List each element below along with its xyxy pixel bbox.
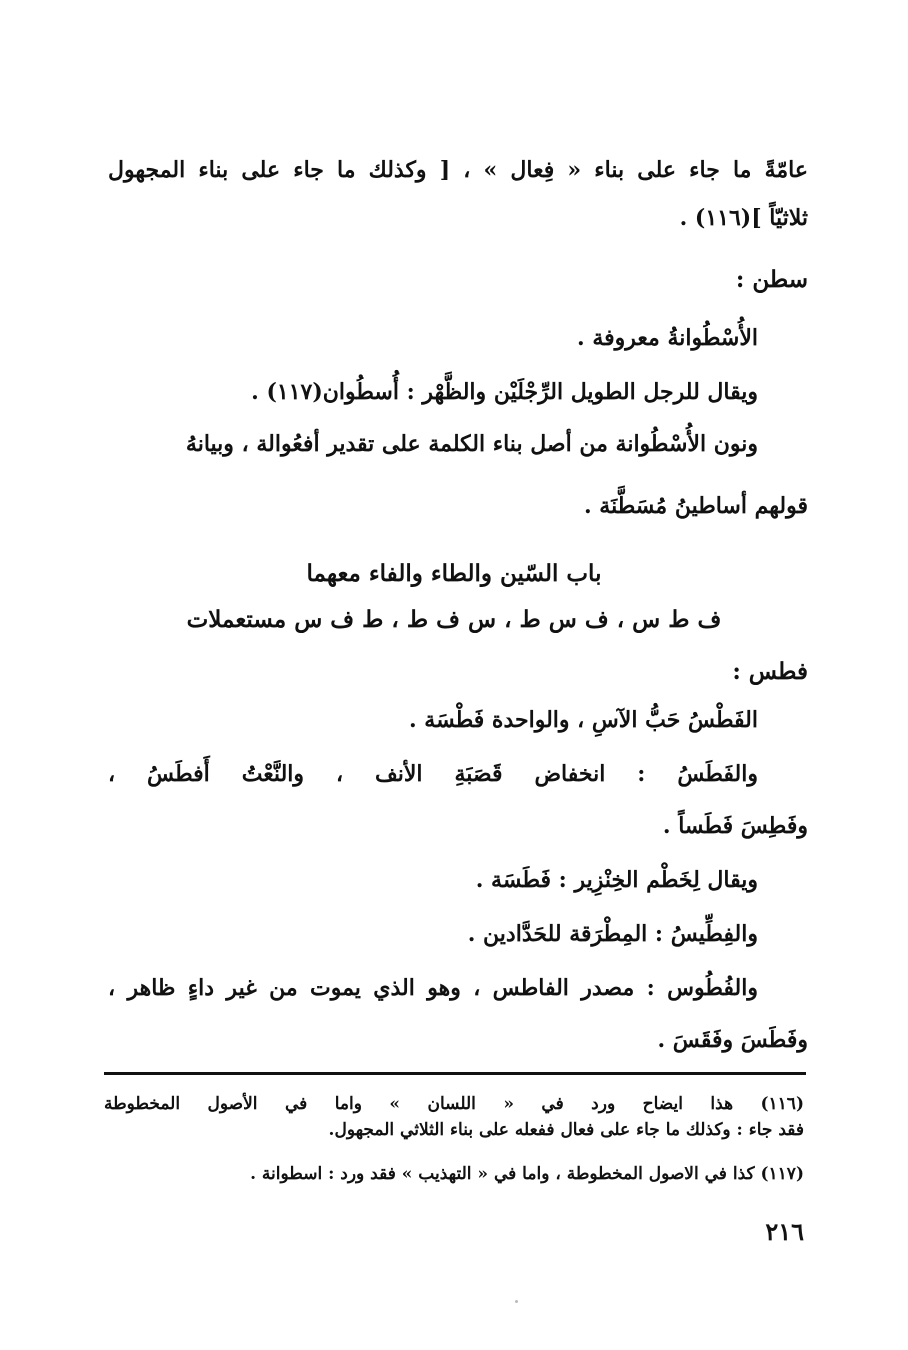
text-line: وفَطِسَ فَطَساً . <box>662 813 808 839</box>
scan-speck <box>515 1300 518 1303</box>
footnote-116-line1: (١١٦) هذا ايضاح ورد في « اللسان » واما في الأصول المخطوطة <box>104 1094 804 1114</box>
text-line: ونون الأُسْطُوانة من أصل بناء الكلمة على تقدير أفعُوالة ، وبيانهُ <box>185 431 758 457</box>
entry-heading-fats: فطس : <box>732 658 808 685</box>
text-line: قولهم أساطينُ مُسَطَّنَة . <box>583 493 808 519</box>
text-line: ويقال للرجل الطويل الرِّجْلَيْن والظَّهْر : أُسطُوان(١١٧) . <box>251 379 758 405</box>
text-line: عامّةً ما جاء على بناء « فِعال » ، [ وكذلك ما جاء على بناء المجهول <box>108 157 808 183</box>
footnote-117: (١١٧) كذا في الاصول المخطوطة ، واما في « التهذيب » فقد ورد : اسطوانة . <box>250 1164 804 1184</box>
footnote-116-line2: فقد جاء : وكذلك ما جاء على فعال ففعله على بناء الثلاثي المجهول. <box>328 1120 804 1140</box>
text-line: والفُطُوس : مصدر الفاطس ، وهو الذي يموت من غير داءٍ ظاهر ، <box>108 975 758 1001</box>
text-line: الفَطْسُ حَبُّ الآسِ ، والواحدة فَطْسَة . <box>408 707 758 733</box>
text-line: وفَطَسَ وفَقَسَ . <box>657 1027 808 1053</box>
entry-heading-satn: سطن : <box>735 266 808 293</box>
chapter-subtitle: ف ط س ، ف س ط ، س ف ط ، ط ف س مستعملات <box>186 606 722 633</box>
text-line: والفَطَسُ : انخفاض قَصَبَةِ الأنف ، والنَّعْتُ أَفطَسُ ، <box>108 761 758 787</box>
text-line: ويقال لِخَطْم الخِنْزِير : فَطَسَة . <box>475 867 758 893</box>
text-line: والفِطِّيسُ : المِطْرَقة للحَدَّادين . <box>467 921 758 947</box>
text-line: الأُسْطُوانةُ معروفة . <box>577 325 758 351</box>
footnote-divider <box>104 1072 806 1075</box>
text-line: ثلاثيّاً ](١١٦) . <box>679 205 808 231</box>
chapter-title: باب السّين والطاء والفاء معهما <box>306 560 602 587</box>
page-number: ٢١٦ <box>765 1217 804 1246</box>
